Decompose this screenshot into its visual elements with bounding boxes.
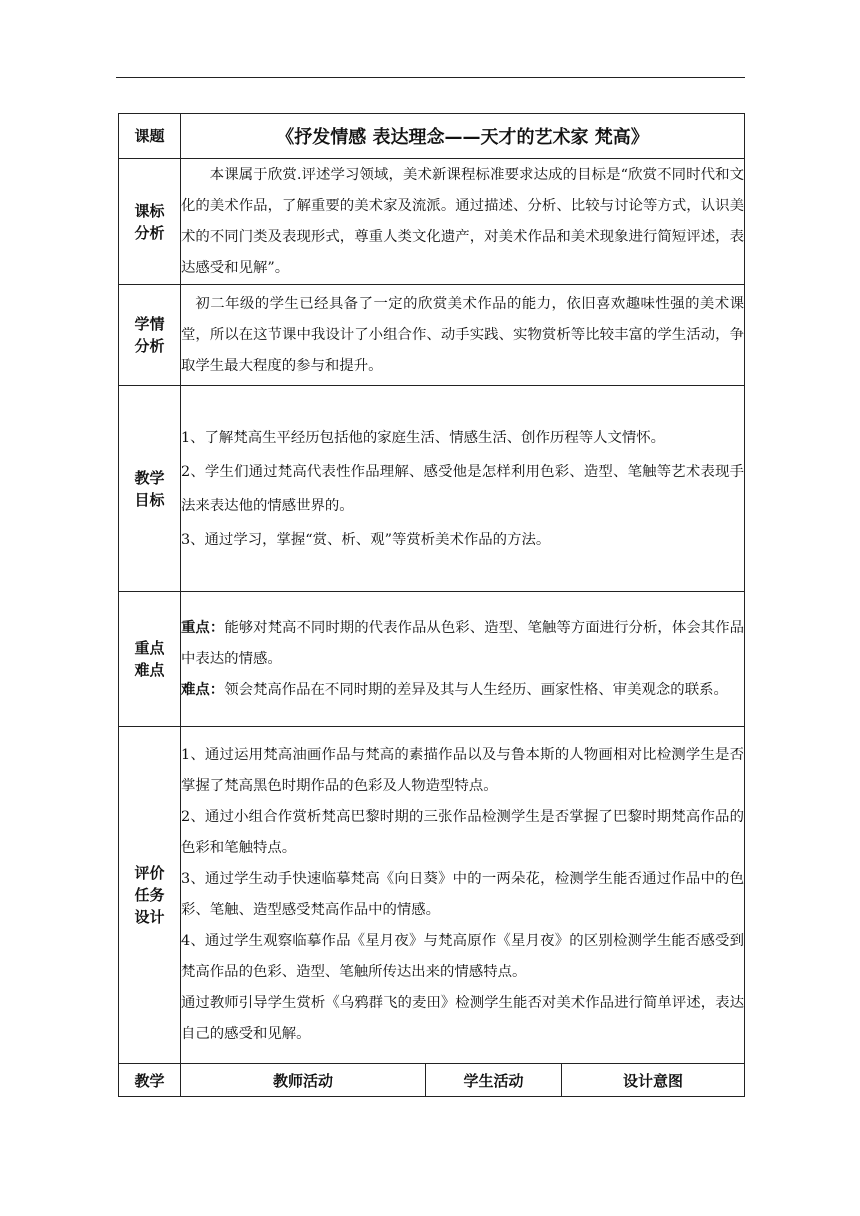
teaching-goals-label <box>119 386 181 592</box>
student-analysis-label <box>119 285 181 386</box>
evaluation-row <box>119 727 745 1064</box>
key-point-text: 能够对梵高不同时期的代表作品从色彩、造型、笔触等方面进行分析，体会其作品中表达的情感。 <box>181 619 744 667</box>
title-row <box>119 114 745 159</box>
key-points-row <box>119 592 745 727</box>
teaching-goal-3: 3、通过学习，掌握“赏、析、观”等赏析美术作品的方法。 <box>181 531 551 548</box>
student-analysis-row <box>119 285 745 386</box>
evaluation-item-5: 通过教师引导学生赏析《乌鸦群飞的麦田》检测学生能否对美术作品进行简单评述，表达自己的感受和见解。 <box>181 995 744 1042</box>
header-rule <box>116 77 745 78</box>
curriculum-analysis-label <box>119 159 181 285</box>
evaluation-content <box>181 727 745 1064</box>
key-points-label-text: 重点难点 <box>134 639 165 679</box>
teacher-activity-header: 教师活动 <box>181 1064 426 1097</box>
process-header-row <box>119 1064 745 1097</box>
teaching-goals-label-text: 教学目标 <box>134 468 165 509</box>
key-points-content <box>181 592 745 727</box>
curriculum-analysis-row <box>119 159 745 285</box>
teaching-goals-content <box>181 386 745 592</box>
difficulty-label: 难点： <box>181 681 225 698</box>
curriculum-analysis-content <box>181 159 745 285</box>
process-label: 教学 <box>119 1064 181 1097</box>
student-analysis-text: 初二年级的学生已经具备了一定的欣赏美术作品的能力，依旧喜欢趣味性强的美术课堂，所以在这节课中我设计了小组合作、动手实践、实物赏析等比较丰富的学生活动，争取学生最大程度的参与和提升。 <box>181 295 744 374</box>
evaluation-item-1: 1、通过运用梵高油画作品与梵高的素描作品以及与鲁本斯的人物画相对比检测学生是否掌握了梵高黑色时期作品的色彩及人物造型特点。 <box>181 747 744 794</box>
student-analysis-content <box>181 285 745 386</box>
title-label: 课题 <box>119 114 181 159</box>
curriculum-analysis-label-text: 课标分析 <box>134 201 165 242</box>
teaching-goals-row <box>119 386 745 592</box>
lesson-plan-table <box>118 113 745 1097</box>
evaluation-item-4: 4、通过学生观察临摹作品《星月夜》与梵高原作《星月夜》的区别检测学生能否感受到梵高作品的色彩、造型、笔触所传达出来的情感特点。 <box>181 933 744 980</box>
teaching-goal-2: 2、学生们通过梵高代表性作品理解、感受他是怎样利用色彩、造型、笔触等艺术表现手法来表达他的情感世界的。 <box>181 463 744 514</box>
evaluation-item-2: 2、通过小组合作赏析梵高巴黎时期的三张作品检测学生是否掌握了巴黎时期梵高作品的色彩和笔触特点。 <box>181 809 744 856</box>
difficulty-text: 领会梵高作品在不同时期的差异及其与人生经历、画家性格、审美观念的联系。 <box>224 681 728 698</box>
curriculum-analysis-text: 本课属于欣赏.评述学习领域，美术新课程标准要求达成的目标是“欣赏不同时代和文化的美术作品，了解重要的美术家及流派。通过描述、分析、比较与讨论等方式，认识美术的不同门类及表现形式，尊重人类文化遗产，对美术作品和美术现象进行简短评述，表达感受和见解”。 <box>181 166 744 276</box>
design-intent-header: 设计意图 <box>562 1064 745 1097</box>
difficulty-point <box>181 675 744 706</box>
student-analysis-label-text: 学情分析 <box>134 315 165 355</box>
key-point-label: 重点： <box>181 619 225 636</box>
evaluation-item-3: 3、通过学生动手快速临摹梵高《向日葵》中的一两朵花，检测学生能否通过作品中的色彩、笔触、造型感受梵高作品中的情感。 <box>181 871 744 918</box>
lesson-title: 《抒发情感 表达理念——天才的艺术家 梵高》 <box>181 114 745 159</box>
teaching-goal-1: 1、了解梵高生平经历包括他的家庭生活、情感生活、创作历程等人文情怀。 <box>181 429 666 446</box>
key-points-label <box>119 592 181 727</box>
evaluation-label <box>119 727 181 1064</box>
student-activity-header: 学生活动 <box>426 1064 562 1097</box>
evaluation-label-text: 评价任务设计 <box>134 864 165 926</box>
key-point <box>181 613 744 675</box>
